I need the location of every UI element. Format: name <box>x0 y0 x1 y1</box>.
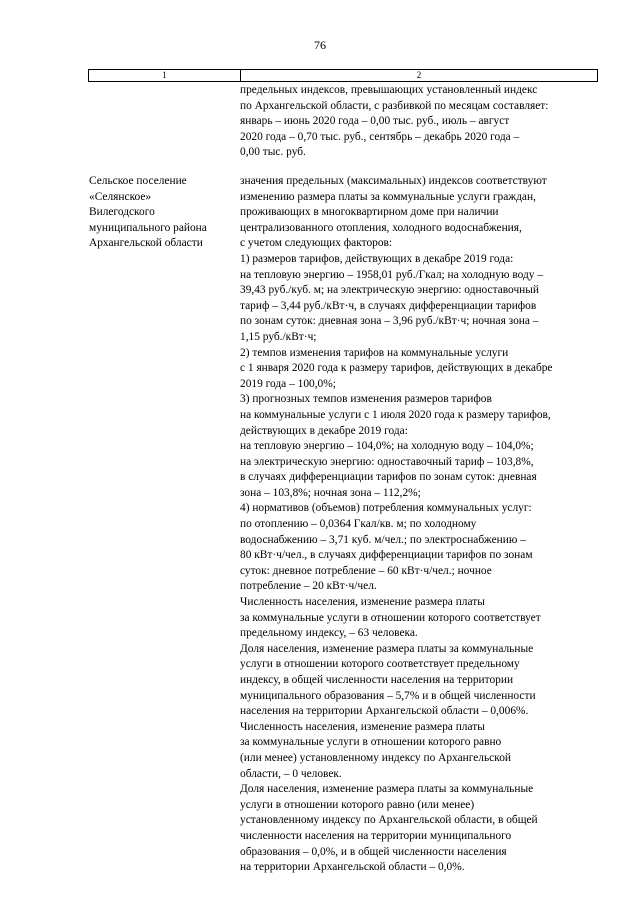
text-line: 2) темпов изменения тарифов на коммунальные услуги <box>240 346 509 359</box>
text-line: с 1 января 2020 года к размеру тарифов, действующих в декабре <box>240 362 553 375</box>
text-line: на коммунальные услуги с 1 июля 2020 года к размеру тарифов, <box>240 408 551 421</box>
text-line: на тепловую энергию – 104,0%; на холодную воду – 104,0%; <box>240 440 534 453</box>
text-line: численности населения на территории муниципального <box>240 829 512 842</box>
text-line: в случаях дифференциации тарифов по зонам суток: дневная <box>240 471 537 484</box>
text-line: 0,00 тыс. руб. <box>240 146 306 159</box>
text-line: Доля населения, изменение размера платы за коммунальные <box>240 642 534 655</box>
text-line: январь – июнь 2020 года – 0,00 тыс. руб., июль – август <box>240 115 510 128</box>
text-line: (или менее) установленному индексу по Архангельской <box>240 751 511 764</box>
text-line: централизованного отопления, холодного водоснабжения, <box>240 221 522 234</box>
text-line: услуги в отношении которого равно (или менее) <box>240 798 475 811</box>
text-line: тариф – 3,44 руб./кВт·ч, в случаях дифференциации тарифов <box>240 299 537 312</box>
table-header-col-1: 1 <box>89 70 241 81</box>
text-line: проживающих в многоквартирном доме при наличии <box>240 206 499 219</box>
text-line: с учетом следующих факторов: <box>240 237 393 250</box>
text-line: по Архангельской области, с разбивкой по месяцам составляет: <box>240 99 549 112</box>
text-line: на территории Архангельской области – 0,0%. <box>240 861 465 874</box>
text-line: услуги в отношении которого соответствует предельному <box>240 658 520 671</box>
text-line: по отоплению – 0,0364 Гкал/кв. м; по холодному <box>240 518 477 531</box>
text-line: действующих в декабре 2019 года: <box>240 424 408 437</box>
text-line: области, – 0 человек. <box>240 767 342 780</box>
municipality-line: «Селянское» <box>89 190 152 203</box>
text-line: суток: дневное потребление – 60 кВт·ч/чел.; ночное <box>240 564 492 577</box>
text-line: потребление – 20 кВт·ч/чел. <box>240 580 377 593</box>
page-number: 76 <box>314 38 326 52</box>
municipality-line: Сельское поселение <box>89 175 187 187</box>
text-line: значения предельных (максимальных) индексов соответствуют <box>240 175 547 187</box>
index-description <box>240 174 553 876</box>
text-line: населения на территории Архангельской области – 0,006%. <box>240 705 529 718</box>
text-line: Доля населения, изменение размера платы за коммунальные <box>240 783 534 796</box>
text-line: образования – 0,0%, и в общей численности населения <box>240 845 507 858</box>
text-line: 1,15 руб./кВт·ч; <box>240 330 317 343</box>
text-line: 2020 года – 0,70 тыс. руб., сентябрь – декабрь 2020 года – <box>240 130 520 143</box>
text-line: 3) прогнозных темпов изменения размеров тарифов <box>240 393 492 406</box>
table-header-col-2: 2 <box>416 70 422 80</box>
text-line: на электрическую энергию: одноставочный тариф – 103,8%, <box>240 455 534 468</box>
text-line: 80 кВт·ч/чел., в случаях дифференциации тарифов по зонам <box>240 549 533 562</box>
text-line: Численность населения, изменение размера платы <box>240 720 485 733</box>
text-line: 39,43 руб./куб. м; на электрическую энергию: одноставочный <box>240 284 540 297</box>
municipality-line: Архангельской области <box>89 237 203 250</box>
text-line: предельных индексов, превышающих установленный индекс <box>240 84 538 96</box>
text-line: изменению размера платы за коммунальные услуги граждан, <box>240 190 536 203</box>
text-line: по зонам суток: дневная зона – 3,96 руб./кВт·ч; ночная зона – <box>240 315 539 328</box>
text-line: водоснабжению – 3,71 куб. м/чел.; по электроснабжению – <box>240 533 526 546</box>
text-line: за коммунальные услуги в отношении которого соответствует <box>240 611 541 624</box>
text-line: 1) размеров тарифов, действующих в декабре 2019 года: <box>240 252 514 265</box>
municipality-line: Вилегодского <box>89 206 155 219</box>
text-line: установленному индексу по Архангельской области, в общей <box>240 814 538 827</box>
text-line: на тепловую энергию – 1958,01 руб./Гкал; на холодную воду – <box>240 268 544 281</box>
text-line: зона – 103,8%; ночная зона – 112,2%; <box>240 486 421 499</box>
text-line: муниципального образования – 5,7% и в общей численности <box>240 689 536 702</box>
municipality-line: муниципального района <box>89 221 207 234</box>
text-line: за коммунальные услуги в отношении которого равно <box>240 736 502 749</box>
municipality-name <box>89 174 207 252</box>
continuation-text <box>240 83 548 161</box>
text-line: 4) нормативов (объемов) потребления коммунальных услуг: <box>240 502 532 515</box>
text-line: индексу, в общей численности населения на территории <box>240 674 514 686</box>
text-line: 2019 года – 100,0%; <box>240 377 336 390</box>
text-line: Численность населения, изменение размера платы <box>240 596 485 609</box>
table-header-row <box>88 69 598 82</box>
text-line: предельному индексу, – 63 человека. <box>240 627 418 640</box>
